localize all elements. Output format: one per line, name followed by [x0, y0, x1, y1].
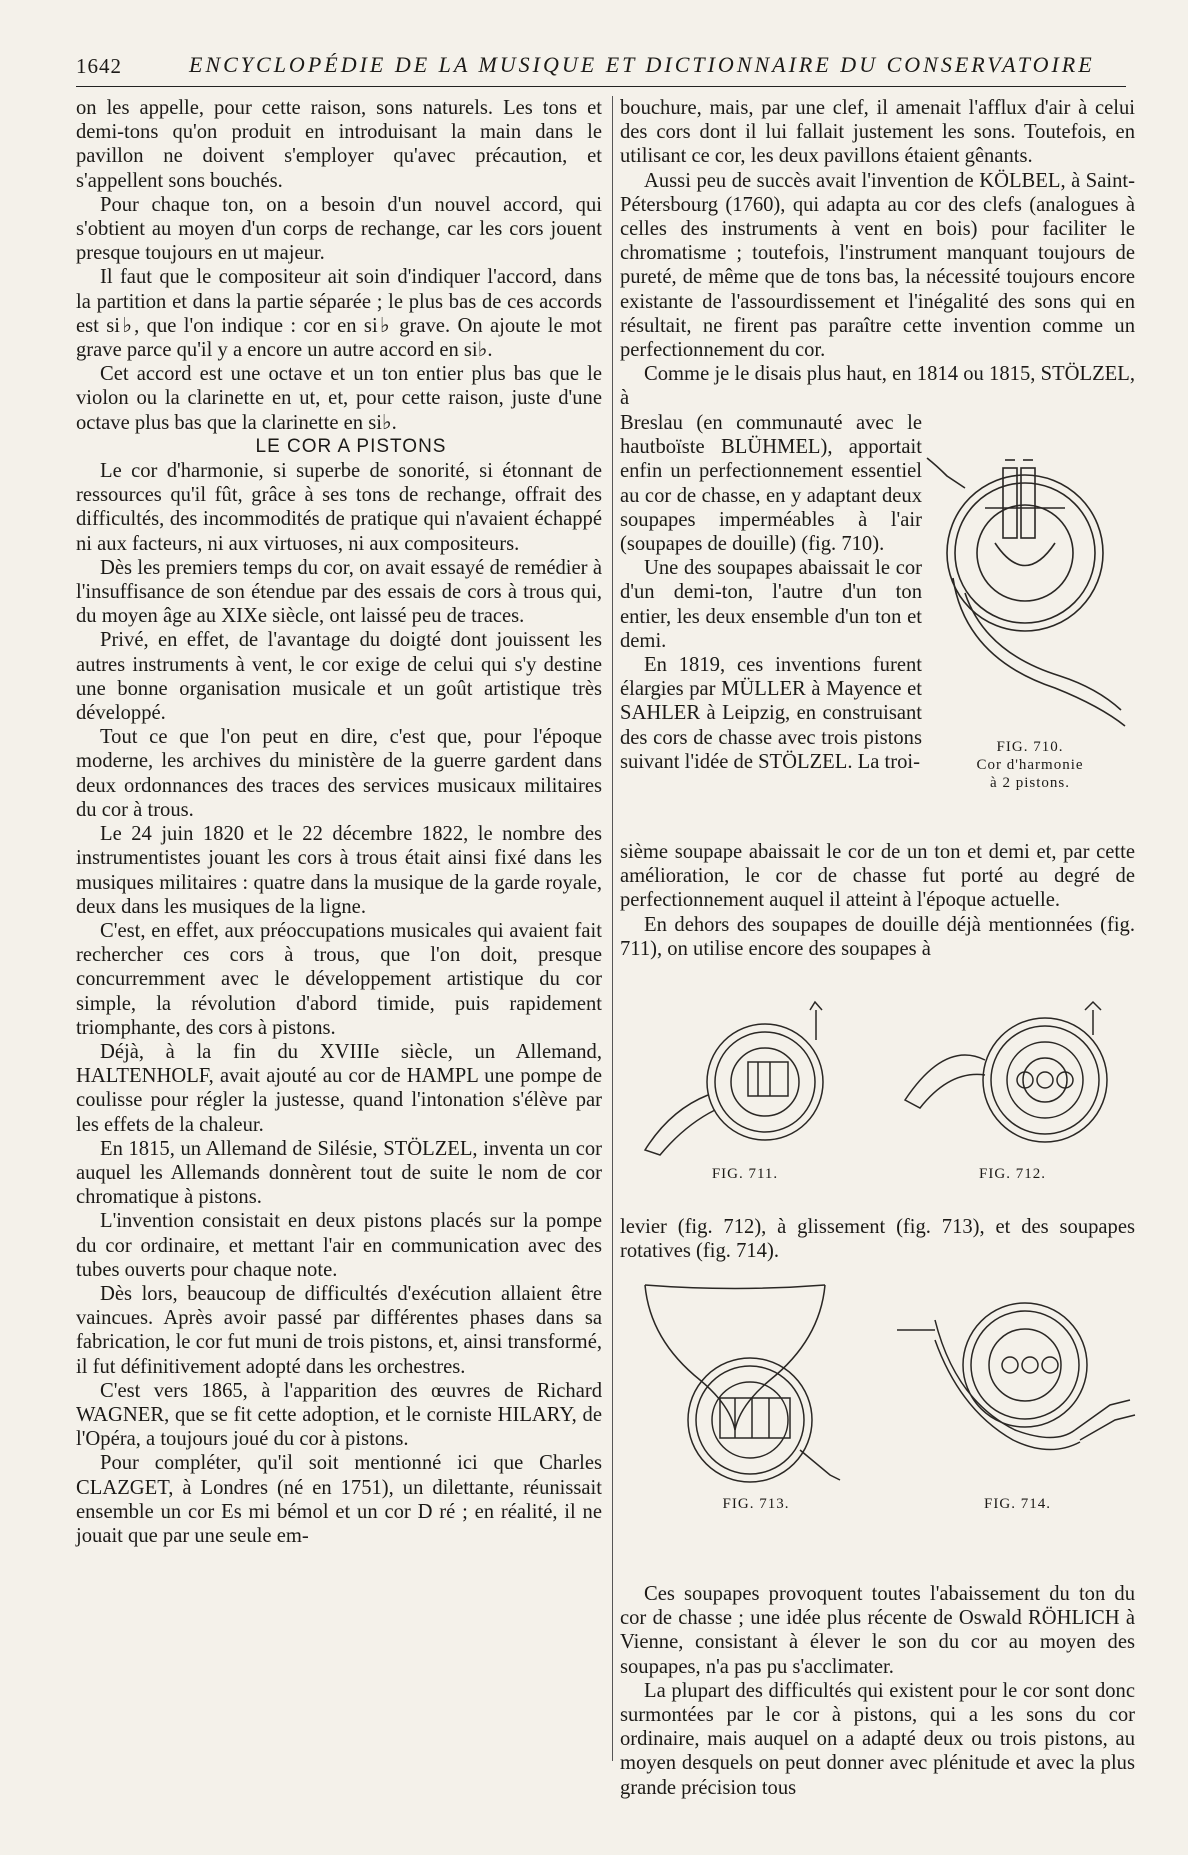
section-heading: LE COR A PISTONS [255, 435, 447, 457]
paragraph: Pour chaque ton, on a besoin d'un nouvel accord, qui s'obtient au moyen d'un corps de rechange, car les cors jouent presque toujours en ut majeur. [76, 193, 602, 265]
paragraph: C'est, en effet, aux préoccupations musicales qui avaient fait rechercher ces cors à trous, que l'on doit, presque concurremment avec le développement artistique du cor simple, la révolution d'abord timide, puis rapidement triomphante, des cors à pistons. [76, 919, 602, 1039]
horn-illustration-714 [895, 1280, 1140, 1495]
figure-label: FIG. 713. [722, 1496, 790, 1512]
right-column-continued [620, 1215, 1135, 1263]
right-column-top [620, 96, 1135, 411]
paragraph: Dès les premiers temps du cor, on avait essayé de remédier à l'insuffisance de son étendue par des essais de cors à trous qui, du moyen âge au XIXe siècle, ont laissé peu de traces. [76, 556, 602, 628]
horn-illustration-712 [895, 1000, 1130, 1165]
paragraph: Privé, en effet, de l'avantage du doigté dont jouissent les autres instruments à vent, le cor exige de celui qui s'y destine une bonne organisation musicale et un goût artistique très développé. [76, 629, 602, 725]
figure-714 [895, 1280, 1140, 1513]
paragraph: Pour compléter, qu'il soit mentionné ici que Charles CLAZGET, à Londres (né en 1751), un dilettante, réunissait ensemble un cor Es mi bémol et un cor D ré ; en réalité, il ne jouait que par une seule em- [76, 1452, 602, 1547]
horn-illustration-710 [925, 448, 1135, 738]
paragraph: Comme je le disais plus haut, en 1814 ou 1815, STÖLZEL, à [620, 363, 1135, 410]
paragraph: Une des soupapes abaissait le cor d'un demi-ton, l'autre d'un ton entier, les deux ensemble d'un ton et demi. [620, 557, 922, 652]
page-number: 1642 [76, 54, 122, 78]
paragraph: Il faut que le compositeur ait soin d'indiquer l'accord, dans la partition et dans la partie séparée ; le plus bas de ces accords est si♭, que l'on indique : cor en si♭ grave. On ajoute le mot grave parce qu'il y a encore un autre accord en si♭. [76, 266, 602, 362]
page-header [76, 50, 1126, 86]
paragraph: Le cor d'harmonie, si superbe de sonorité, si étonnant de ressources qu'il fût, grâce à ses tons de rechange, offrait des difficultés, des incommodités de pratique qui n'avaient échappé ni aux facteurs, ni aux virtuoses, ni aux compositeurs. [76, 460, 602, 555]
horn-illustration-711 [640, 1000, 850, 1165]
figure-710 [925, 448, 1135, 792]
paragraph: levier (fig. 712), à glissement (fig. 713), et des soupapes rotatives (fig. 714). [620, 1216, 1135, 1263]
paragraph: Dès lors, beaucoup de difficultés d'exécution allaient être vaincues. Après avoir passé par différentes phases dans sa fabrication, le cor fut muni de trois pistons, et, ainsi transformé, il fut définitivement adopté dans les orchestres. [76, 1282, 602, 1378]
paragraph: Cet accord est une octave et un ton entier plus bas que le violon ou la clarinette en ut, et, pour cette raison, juste d'une octave plus bas que la clarinette en si♭. [76, 363, 602, 434]
paragraph: Breslau (en communauté avec le hautboïste BLÜHMEL), apportait enfin un perfectionnement essentiel au cor de chasse, en y adaptant deux soupapes imperméables à l'air (soupapes de douille) (fig. 710). [620, 412, 922, 556]
paragraph: bouchure, mais, par une clef, il amenait l'afflux d'air à celui des cors dont il lui fallait justement les sons. Toutefois, en utilisant ce cor, les deux pavillons étaient gênants. [620, 97, 1135, 168]
paragraph: En 1815, un Allemand de Silésie, STÖLZEL, inventa un cor auquel les Allemands donnèrent tout de suite le nom de cor chromatique à pistons. [76, 1137, 602, 1209]
paragraph: Ces soupapes provoquent toutes l'abaissement du ton du cor de chasse ; une idée plus récente de Oswald RÖHLICH à Vienne, consistant à élever le son du cor au moyen des soupapes, n'a pas pu s'acclimater. [620, 1583, 1135, 1678]
paragraph: Déjà, à la fin du XVIIIe siècle, un Allemand, HALTENHOLF, avait ajouté au cor de HAMPL une pompe de coulisse pour régler la justesse, quand l'intonation s'élève par les effets de la chaleur. [76, 1040, 602, 1136]
figure-711 [640, 1000, 850, 1183]
paragraph: L'invention consistait en deux pistons placés sur la pompe du cor ordinaire, et mettant l'air en communication avec des tubes ouverts pour chaque note. [76, 1210, 602, 1281]
right-column-middle [620, 840, 1135, 961]
figure-caption: à 2 pistons. [990, 775, 1070, 791]
figure-label: FIG. 710. [996, 739, 1064, 755]
paragraph: C'est vers 1865, à l'apparition des œuvres de Richard WAGNER, que se fit cette adoption, et le corniste HILARY, de l'Opéra, a toujours joué du cor à pistons. [76, 1379, 602, 1451]
paragraph: La plupart des difficultés qui existent pour le cor sont donc surmontées par le cor à pistons, qui a les sons du cor ordinaire, mais auquel on a adapté deux ou trois pistons, au moyen desquels on peut donner avec plénitude et avec la plus grande précision tous [620, 1679, 1135, 1799]
paragraph: sième soupape abaissait le cor de un ton et demi et, par cette amélioration, le cor de chasse fut porté au degré de perfectionnement auquel il atteint à l'époque actuelle. [620, 841, 1135, 912]
paragraph: Aussi peu de succès avait l'invention de KÖLBEL, à Saint-Pétersbourg (1760), qui adapta au cor des clefs (analogues à celles des instruments à vent en bois) pour faciliter le chromatisme ; toutefois, l'instrument manquant toujours de pureté, de même que de tons bas, la nécessité toujours encore existante de l'assourdissement et l'inégalité des sons qui en résultait, ne firent pas paraître cette invention comme un perfectionnement du cor. [620, 169, 1135, 362]
figure-712 [895, 1000, 1130, 1183]
running-title: ENCYCLOPÉDIE DE LA MUSIQUE ET DICTIONNAIRE DU CONSERVATOIRE [189, 52, 1095, 77]
paragraph: Le 24 juin 1820 et le 22 décembre 1822, le nombre des instrumentistes jouant les cors à trous était ainsi fixé dans les musiques militaires : quatre dans la musique de la garde royale, deux dans les musiques de la ligne. [76, 823, 602, 918]
right-column-bottom [620, 1582, 1135, 1800]
figure-label: FIG. 712. [979, 1166, 1046, 1182]
figure-label: FIG. 714. [984, 1496, 1051, 1512]
paragraph: on les appelle, pour cette raison, sons naturels. Les tons et demi-tons qu'on produit en introduisant la main dans le pavillon ne doivent s'employer qu'avec précaution, et s'appellent sons bouchés. [76, 97, 602, 192]
figure-caption: Cor d'harmonie [976, 757, 1084, 773]
column-divider [612, 96, 613, 1761]
figure-713 [640, 1280, 872, 1513]
horn-illustration-713 [640, 1280, 872, 1495]
paragraph: En 1819, ces inventions furent élargies par MÜLLER à Mayence et SAHLER à Leipzig, en construisant des cors de chasse avec trois pistons suivant l'idée de STÖLZEL. La troi- [620, 654, 922, 773]
figure-label: FIG. 711. [711, 1166, 779, 1182]
right-column-wrapped-text [620, 411, 922, 774]
paragraph: Tout ce que l'on peut en dire, c'est que, pour l'époque moderne, les archives du ministère de la guerre gardent dans deux ordonnances des traces des services musicaux militaires du cor à trous. [76, 726, 602, 821]
left-column [76, 96, 602, 1548]
header-rule [76, 86, 1126, 87]
paragraph: En dehors des soupapes de douille déjà mentionnées (fig. 711), on utilise encore des soupapes à [620, 913, 1135, 960]
